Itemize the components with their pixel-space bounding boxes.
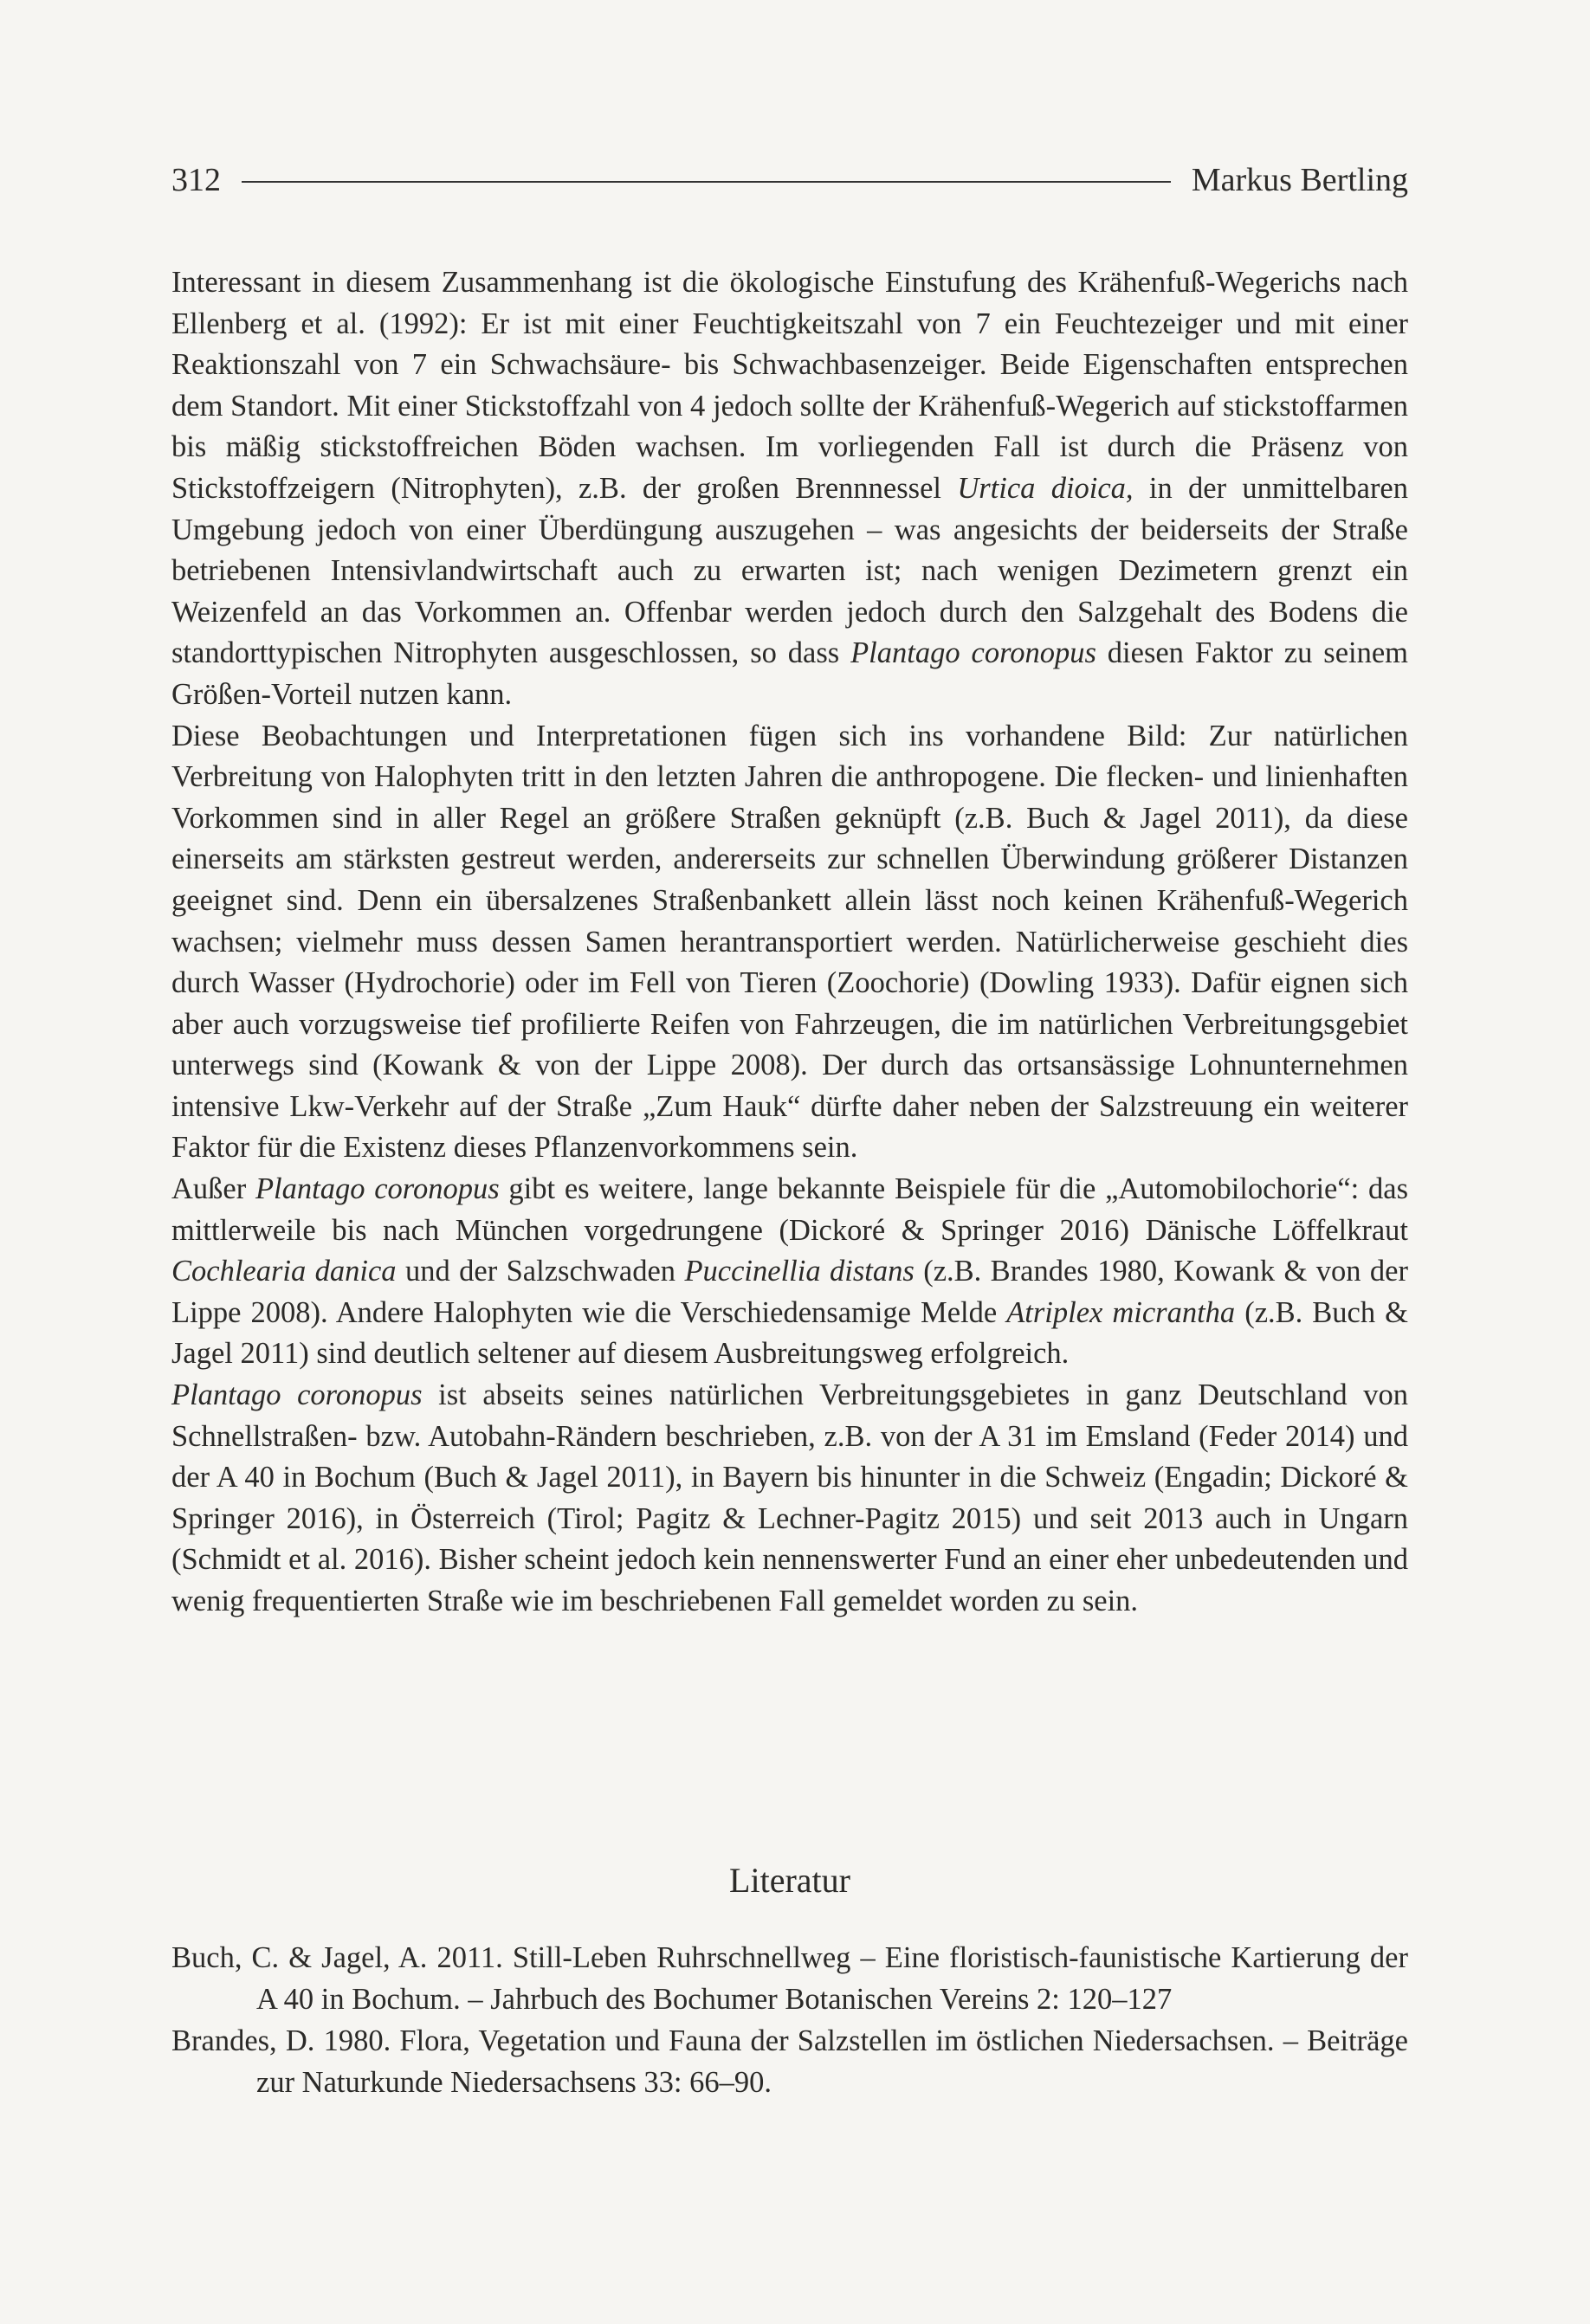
italic-species-name: Plantago coronopus bbox=[850, 636, 1096, 670]
text-segment: Diese Beobachtungen und Interpretationen fügen sich ins vorhandene Bild: Zur natürlichen Verbreitung von Halophyten tritt in den letzten Jahren die anthropogene. Die flecken- und linienhaften Vorkommen sind in aller Regel an größere Straßen geknüpft (z.B. Buch & Jagel 2011), da diese einerseits am stärksten gestreut werden, andererseits zur schnellen Überwindung größerer Distanzen geeignet sind. Denn ein übersalzenes Straßenbankett allein lässt noch keinen Krähenfuß-Wegerich wachsen; vielmehr muss dessen Samen herantransportiert werden. Natürlicherweise geschieht dies durch Wasser (Hydrochorie) oder im Fell von Tieren (Zoochorie) (Dowling 1933). Dafür eignen sich aber auch vorzugsweise tief profilierte Reifen von Fahrzeugen, die im natürlichen Verbreitungsgebiet unterwegs sind (Kowank & von der Lippe 2008). Der durch das ortsansässige Lohnunternehmen intensive Lkw-Verkehr auf der Straße „Zum Hauk“ dürfte daher neben der Salzstreuung ein weiterer Faktor für die Existenz dieses Pflanzenvorkommens sein. bbox=[171, 719, 1408, 1165]
text-segment: Außer bbox=[171, 1172, 255, 1206]
reference-entry: Brandes, D. 1980. Flora, Vegetation und Fauna der Salzstellen im östlichen Niedersachsen. – Beiträge zur Naturkunde Niedersachsens 33: 66–90. bbox=[171, 2024, 1408, 2099]
italic-species-name: Puccinellia distans bbox=[684, 1255, 915, 1288]
running-head-author: Markus Bertling bbox=[1191, 162, 1408, 198]
text-segment: Interessant in diesem Zusammenhang ist die ökologische Einstufung des Krähenfuß-Wegerichs nach Ellenberg et al. (1992): Er ist mit einer Feuchtigkeitszahl von 7 ein Feuchtezeiger und mit einer Reaktionszahl von 7 ein Schwachsäure- bis Schwachbasenzeiger. Beide Eigenschaften entsprechen dem Standort. Mit einer Stickstoffzahl von 4 jedoch sollte der Krähenfuß-Wegerich auf stickstoffarmen bis mäßig stickstoffreichen Böden wachsen. Im vorliegenden Fall ist durch die Präsenz von Stickstoffzeigern (Nitrophyten), z.B. der großen Brennnessel bbox=[171, 266, 1408, 505]
text-segment: (z.B. Brandes 1980, Kowank & von der Lippe 2008). Andere Halophyten wie die Verschiedensamige Melde bbox=[171, 1255, 1408, 1329]
italic-species-name: Plantago coronopus bbox=[171, 1378, 423, 1412]
italic-species-name: Plantago coronopus bbox=[255, 1172, 500, 1206]
text-segment: ist abseits seines natürlichen Verbreitungsgebietes in ganz Deutschland von Schnellstraßen- bzw. Autobahn-Rändern beschrieben, z.B. von der A 31 im Emsland (Feder 2014) und der A 40 in Bochum (Buch & Jagel 2011), in Bayern bis hinunter in die Schweiz (Engadin; Dickoré & Springer 2016), in Österreich (Tirol; Pagitz & Lechner-Pagitz 2015) und seit 2013 auch in Ungarn (Schmidt et al. 2016). Bisher scheint jedoch kein nennenswerter Fund an einer eher unbedeutenden und wenig frequentierten Straße wie im beschriebenen Fall gemeldet worden zu sein. bbox=[171, 1378, 1408, 1617]
header-rule bbox=[242, 181, 1171, 183]
text-segment: und der Salzschwaden bbox=[396, 1255, 685, 1288]
text-segment: diesen Faktor zu seinem Größen-Vorteil nutzen kann. bbox=[171, 636, 1408, 711]
body-paragraph bbox=[171, 1169, 1408, 1375]
italic-species-name: Atriplex micrantha bbox=[1006, 1295, 1236, 1329]
italic-species-name: Urtica dioica, bbox=[957, 471, 1134, 505]
body-paragraph bbox=[171, 1375, 1408, 1623]
text-segment: (z.B. Buch & Jagel 2011) sind deutlich seltener auf diesem Ausbreitungsweg erfolgreich. bbox=[171, 1295, 1408, 1371]
page-number: 312 bbox=[171, 162, 221, 198]
body-paragraph bbox=[171, 262, 1408, 716]
text-segment: in der unmittelbaren Umgebung jedoch von einer Überdüngung auszugehen – was angesichts der beiderseits der Straße betriebenen Intensivlandwirtschaft auch zu erwarten ist; nach wenigen Dezimetern grenzt ein Weizenfeld an das Vorkommen an. Offenbar werden jedoch durch den Salzgehalt des Bodens die standorttypischen Nitrophyten ausgeschlossen, so dass bbox=[171, 471, 1408, 670]
literature-heading: Literatur bbox=[729, 1861, 850, 1900]
text-segment: gibt es weitere, lange bekannte Beispiele für die „Automobilochorie“: das mittlerweile bis nach München vorgedrungene (Dickoré & Springer 2016) Dänische Löffelkraut bbox=[171, 1172, 1408, 1247]
reference-entry: Buch, C. & Jagel, A. 2011. Still-Leben Ruhrschnellweg – Eine floristisch-faunistische Kartierung der A 40 in Bochum. – Jahrbuch des Bochumer Botanischen Vereins 2: 120–127 bbox=[171, 1941, 1408, 2016]
italic-species-name: Cochlearia danica bbox=[171, 1255, 397, 1288]
reference-list bbox=[171, 1937, 1408, 2103]
body-paragraph bbox=[171, 716, 1408, 1170]
running-header bbox=[171, 158, 1408, 202]
body-text bbox=[171, 262, 1408, 1623]
